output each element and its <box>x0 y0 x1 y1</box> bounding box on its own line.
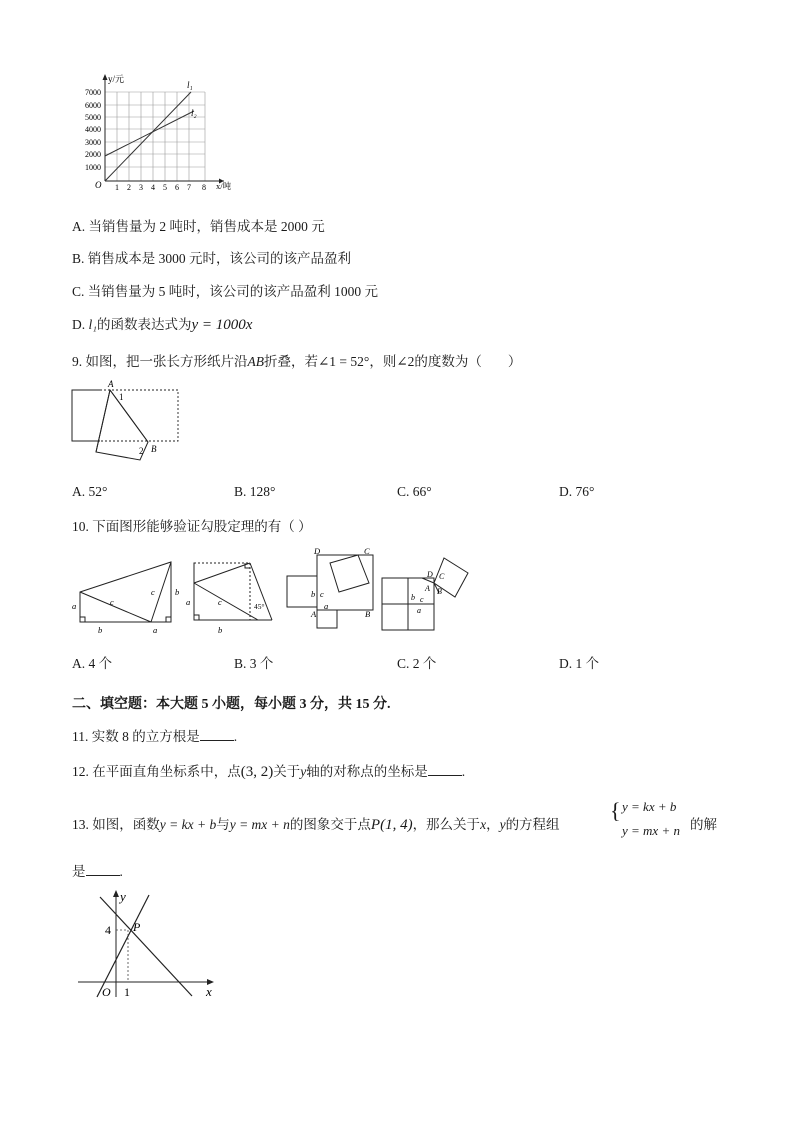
q8-option-d <box>72 313 252 334</box>
x-tick-label: 1 <box>115 183 119 192</box>
q10-figure-2-labels <box>186 597 265 635</box>
point-coordinates: (3, 2) <box>240 764 274 780</box>
q9-option-c: C. 66° <box>397 484 432 499</box>
q9-stem <box>72 350 521 370</box>
x-tick-label: 6 <box>175 183 179 192</box>
side-b-label: b <box>311 589 316 599</box>
y-symbol: y <box>499 817 506 832</box>
point-a-label: A <box>311 609 317 619</box>
q13-stem <box>72 813 560 834</box>
q10-figure-4 <box>382 558 468 630</box>
side-a-label: a <box>186 597 191 607</box>
line-l2-label: l₂ <box>191 108 197 118</box>
system-eq-2: y = mx + n <box>622 823 680 838</box>
side-a-label: a <box>324 601 329 611</box>
x-tick-label: 4 <box>151 183 155 192</box>
q10-figures <box>68 545 478 637</box>
q9-figure <box>70 380 185 465</box>
q13-text: 的图象交于点 <box>289 817 371 832</box>
q13-graph <box>74 885 224 1005</box>
q10-option-d: D. 1 个 <box>559 656 600 671</box>
point-c-label: C <box>364 546 370 556</box>
x-tick-labels <box>115 183 206 192</box>
side-c-label: c <box>420 595 424 604</box>
q10-figure-4-labels <box>411 570 445 615</box>
q11-end: . <box>233 729 238 744</box>
answer-blank[interactable] <box>200 728 234 741</box>
q10-figure-3-labels <box>310 546 370 619</box>
x-tick-label: 5 <box>163 183 167 192</box>
side-c-label: c <box>151 587 155 597</box>
option-letter: D. <box>72 317 89 332</box>
side-b-label: b <box>411 593 415 602</box>
point-d-label: D <box>314 546 321 556</box>
y-tick-labels <box>85 88 101 172</box>
stem-bracket: ） <box>507 354 522 369</box>
x-tick-label: 3 <box>139 183 143 192</box>
point-b-label: B <box>151 444 157 454</box>
y-tick-4: 4 <box>105 923 111 937</box>
flap-edge <box>96 390 110 452</box>
side-b-label: b <box>218 625 223 635</box>
q12-text: 12. 在平面直角坐标系中，点 <box>72 764 241 779</box>
point-b-label: B <box>365 609 371 619</box>
q13-text: ，那么关于 <box>412 817 481 832</box>
origin-label: O <box>102 985 111 999</box>
point-a-label: A <box>108 380 114 389</box>
y-tick-label: 1000 <box>85 163 101 172</box>
q13-line2 <box>72 860 123 880</box>
side-c-label: c <box>218 597 222 607</box>
q12-text: 轴的对称点的坐标是 <box>306 764 428 779</box>
y-axis-label: y <box>120 889 126 904</box>
system-eq-1: y = kx + b <box>622 799 677 814</box>
q10-figure-3 <box>287 555 373 628</box>
q12-text: 关于 <box>273 764 301 779</box>
q10-option-a: A. 4 个 <box>72 656 113 671</box>
x-tick-1: 1 <box>124 985 130 999</box>
q12 <box>72 760 465 781</box>
line-l1-label: l₁ <box>187 80 193 90</box>
x-axis-label: x/吨 <box>216 181 232 191</box>
x-symbol: x <box>480 817 487 832</box>
y-axis-arrow <box>113 890 119 897</box>
line-l1 <box>105 92 191 181</box>
y-symbol: y <box>300 764 307 779</box>
l1-symbol: l₁ <box>88 317 97 332</box>
q10-figure-1 <box>80 562 171 622</box>
segment-ab: AB <box>247 354 264 369</box>
q12-end: . <box>461 764 466 779</box>
q10-figure-2 <box>194 563 272 620</box>
point-c-label: C <box>439 572 445 581</box>
q13-period: . <box>119 864 123 879</box>
option-text: 的函数表达式为 <box>96 317 192 332</box>
answer-blank[interactable] <box>428 763 462 776</box>
q10-option-b: B. 3 个 <box>234 656 274 671</box>
q8-graph <box>74 72 244 197</box>
x-tick-label: 7 <box>187 183 191 192</box>
origin-label: O <box>95 180 102 190</box>
q13-end: 的解 <box>690 817 717 832</box>
formula: y = 1000x <box>191 317 253 333</box>
q8-option-a: A. 当销售量为 2 吨时，销售成本是 2000 元 <box>72 219 325 234</box>
point-d-label: D <box>427 570 433 579</box>
graph-grid <box>105 92 205 181</box>
system-brace: { <box>610 798 621 823</box>
q8-option-c: C. 当销售量为 5 吨时，该公司的该产品盈利 1000 元 <box>72 284 379 299</box>
line-mx-n <box>100 897 192 996</box>
side-c-label: c <box>320 589 324 599</box>
point-p: P(1, 4) <box>370 817 413 833</box>
line-l2 <box>105 111 194 156</box>
angle-45-label: 45° <box>254 602 265 611</box>
function-1: y = kx + b <box>159 817 217 832</box>
y-axis-label: y/元 <box>108 74 125 84</box>
section-2-title: 二、填空题：本大题 5 小题，每小题 3 分，共 15 分. <box>72 697 391 712</box>
side-a-label: a <box>72 601 77 611</box>
y-axis-arrow <box>103 74 108 80</box>
y-tick-label: 7000 <box>85 88 101 97</box>
q13-text: 是 <box>72 864 86 879</box>
y-tick-label: 5000 <box>85 113 101 122</box>
function-2: y = mx + n <box>229 817 290 832</box>
angle-1-label: 1 <box>119 392 124 402</box>
q9-option-a: A. 52° <box>72 484 108 499</box>
rectangle-left <box>72 390 100 441</box>
y-tick-label: 3000 <box>85 138 101 147</box>
stem-text: 折叠，若∠1 = 52°，则∠2的度数为（ <box>264 354 482 369</box>
x-tick-label: 8 <box>202 183 206 192</box>
q13-text: 与 <box>216 817 230 832</box>
stem-text: 9. 如图，把一张长方形纸片沿 <box>72 354 248 369</box>
q13-text: 的方程组 <box>505 817 560 832</box>
q11 <box>72 725 237 745</box>
q11-text: 11. 实数 8 的立方根是 <box>72 729 200 744</box>
x-tick-label: 2 <box>127 183 131 192</box>
q9-option-d: D. 76° <box>559 484 595 499</box>
side-c-label: c <box>110 597 114 607</box>
side-a-label: a <box>153 625 158 635</box>
q10-option-c: C. 2 个 <box>397 656 437 671</box>
side-a-label: a <box>417 606 421 615</box>
q9-option-b: B. 128° <box>234 484 276 499</box>
x-axis-label: x <box>206 984 212 999</box>
y-tick-label: 6000 <box>85 101 101 110</box>
y-tick-label: 2000 <box>85 150 101 159</box>
side-b-label: b <box>98 625 103 635</box>
side-b-label: b <box>175 587 180 597</box>
answer-blank[interactable] <box>86 863 120 876</box>
y-tick-label: 4000 <box>85 125 101 134</box>
point-a-label: A <box>425 584 430 593</box>
q10-stem: 10. 下面图形能够验证勾股定理的有（ ） <box>72 519 312 534</box>
point-b-label: B <box>437 587 442 596</box>
q13-text: ， <box>486 817 500 832</box>
rectangle-outline <box>72 390 178 441</box>
q8-option-b: B. 销售成本是 3000 元时，该公司的该产品盈利 <box>72 251 352 266</box>
angle-2-label: 2 <box>139 446 144 456</box>
q13-text: 13. 如图，函数 <box>72 817 160 832</box>
point-p-label: P <box>133 920 141 934</box>
